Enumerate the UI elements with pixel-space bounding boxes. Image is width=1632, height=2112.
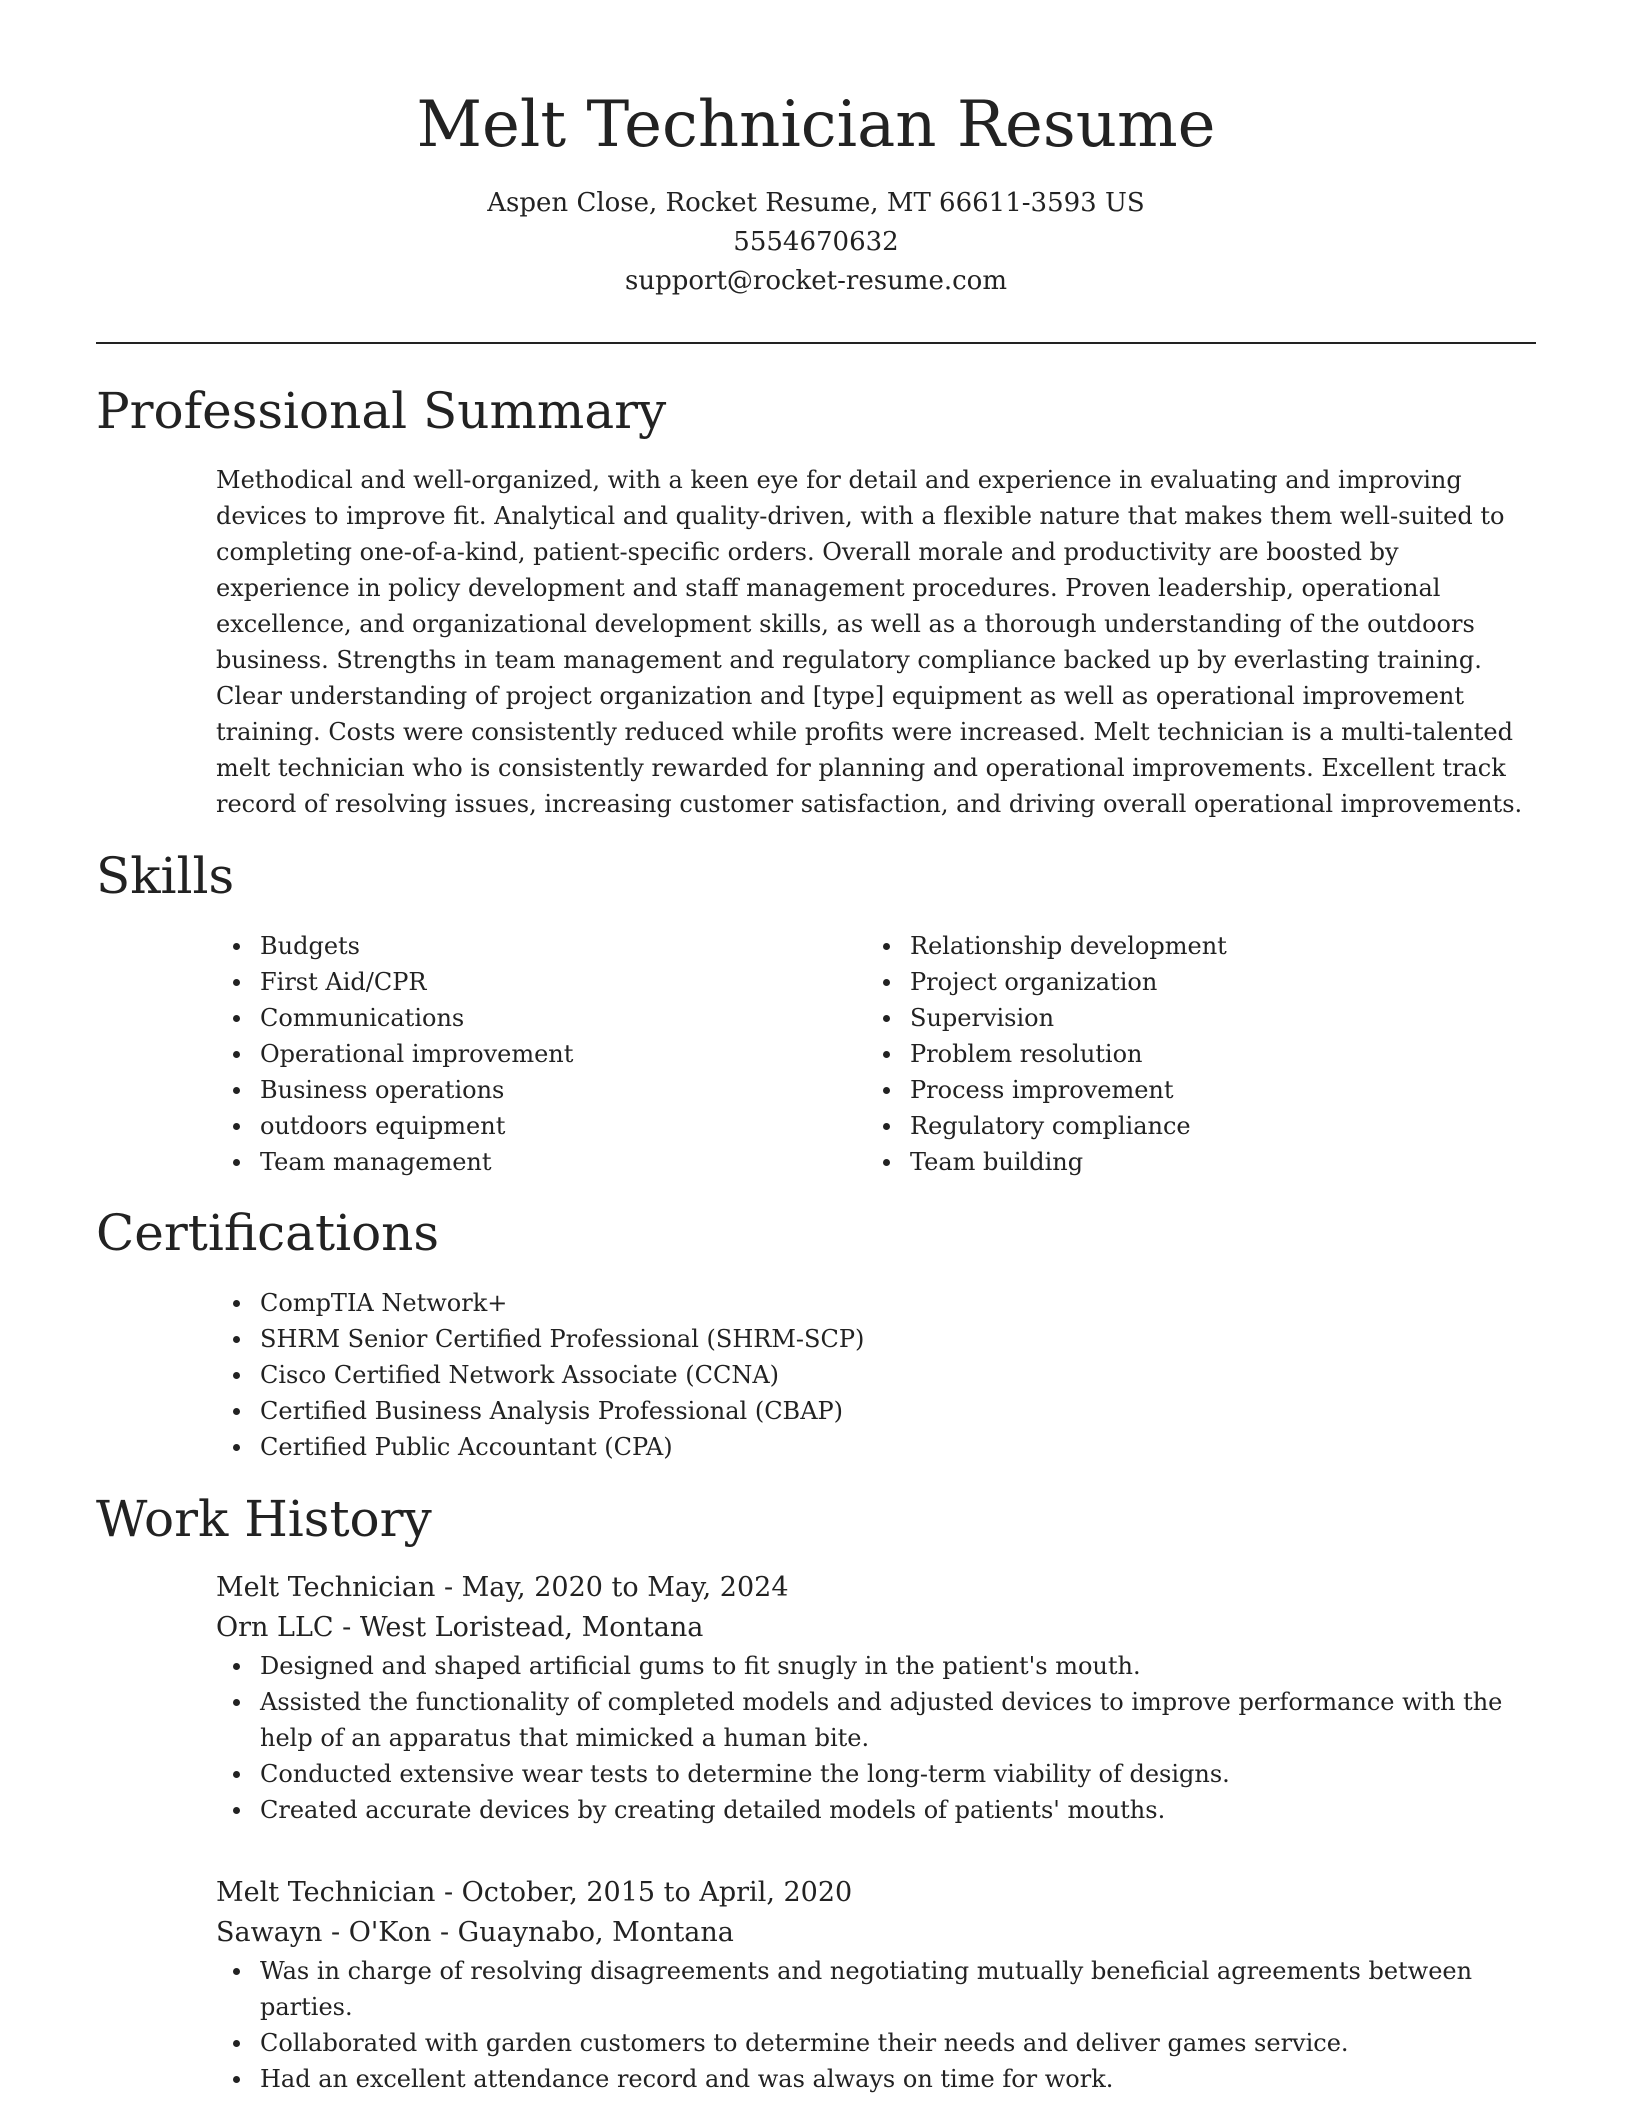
job-duties-list [216, 1648, 1536, 1828]
list-item: Team management [216, 1144, 836, 1180]
header-divider [96, 342, 1536, 344]
summary-heading: Professional Summary [96, 382, 667, 440]
contact-email: support@rocket-resume.com [624, 266, 1007, 296]
work-history-heading: Work History [96, 1490, 432, 1548]
list-item: Regulatory compliance [866, 1108, 1486, 1144]
list-item: Assisted the functionality of completed models and adjusted devices to improve performance with the help of an apparatus that mimicked a human bite. [216, 1684, 1536, 1756]
list-item: Supervision [866, 1000, 1486, 1036]
list-item: outdoors equipment [216, 1108, 836, 1144]
certifications-heading: Certifications [96, 1204, 440, 1262]
job-title: Melt Technician - May, 2020 to May, 2024 [216, 1572, 789, 1603]
job-entry-2 [216, 1873, 1536, 2097]
skills-heading: Skills [96, 847, 235, 905]
job-duties-list [216, 1953, 1536, 2097]
list-item: Designed and shaped artificial gums to fit snugly in the patient's mouth. [216, 1648, 1536, 1684]
list-item: Certified Public Accountant (CPA) [216, 1429, 1536, 1465]
list-item: SHRM Senior Certified Professional (SHRM-SCP) [216, 1321, 1536, 1357]
contact-phone: 5554670632 [733, 227, 899, 257]
list-item: CompTIA Network+ [216, 1285, 1536, 1321]
list-item: Problem resolution [866, 1036, 1486, 1072]
job-company: Sawayn - O'Kon - Guaynabo, Montana [216, 1917, 734, 1948]
list-item: Team building [866, 1144, 1486, 1180]
skills-list-left [216, 928, 836, 1180]
job-title: Melt Technician - October, 2015 to April, 2020 [216, 1877, 853, 1908]
list-item: Budgets [216, 928, 836, 964]
list-item: Created accurate devices by creating detailed models of patients' mouths. [216, 1792, 1536, 1828]
list-item: Process improvement [866, 1072, 1486, 1108]
list-item: Certified Business Analysis Professional (CBAP) [216, 1393, 1536, 1429]
list-item: Cisco Certified Network Associate (CCNA) [216, 1357, 1536, 1393]
resume-header [96, 80, 1536, 301]
summary-text: Methodical and well-organized, with a keen eye for detail and experience in evaluating and improving devices to improve fit. Analytical and quality-driven, with a flexible nature that makes them well-suited to completing one-of-a-kind, patient-specific orders. Overall morale and productivity are boosted by experience in policy development and staff management procedures. Proven leadership, operational excellence, and organizational development skills, as well as a thorough understanding of the outdoors business. Strengths in team management and regulatory compliance backed up by everlasting training. Clear understanding of project organization and [type] equipment as well as operational improvement training. Costs were consistently reduced while profits were increased. Melt technician is a multi-talented melt technician who is consistently rewarded for planning and operational improvements. Excellent track record of resolving issues, increasing customer satisfaction, and driving overall operational improvements. [216, 466, 1523, 818]
list-item: Operational improvement [216, 1036, 836, 1072]
resume-title: Melt Technician Resume [416, 88, 1216, 162]
list-item: Communications [216, 1000, 836, 1036]
certifications-list [216, 1285, 1536, 1465]
skills-list-right [866, 928, 1486, 1180]
job-company: Orn LLC - West Loristead, Montana [216, 1612, 704, 1643]
list-item: Had an excellent attendance record and was always on time for work. [216, 2061, 1536, 2097]
list-item: Conducted extensive wear tests to determine the long-term viability of designs. [216, 1756, 1536, 1792]
list-item: Business operations [216, 1072, 836, 1108]
list-item: Collaborated with garden customers to determine their needs and deliver games service. [216, 2025, 1536, 2061]
list-item: Project organization [866, 964, 1486, 1000]
job-entry-1 [216, 1568, 1536, 1828]
list-item: Relationship development [866, 928, 1486, 964]
contact-address: Aspen Close, Rocket Resume, MT 66611-3593 US [487, 188, 1145, 218]
list-item: First Aid/CPR [216, 964, 836, 1000]
list-item: Was in charge of resolving disagreements and negotiating mutually beneficial agreements between parties. [216, 1953, 1536, 2025]
